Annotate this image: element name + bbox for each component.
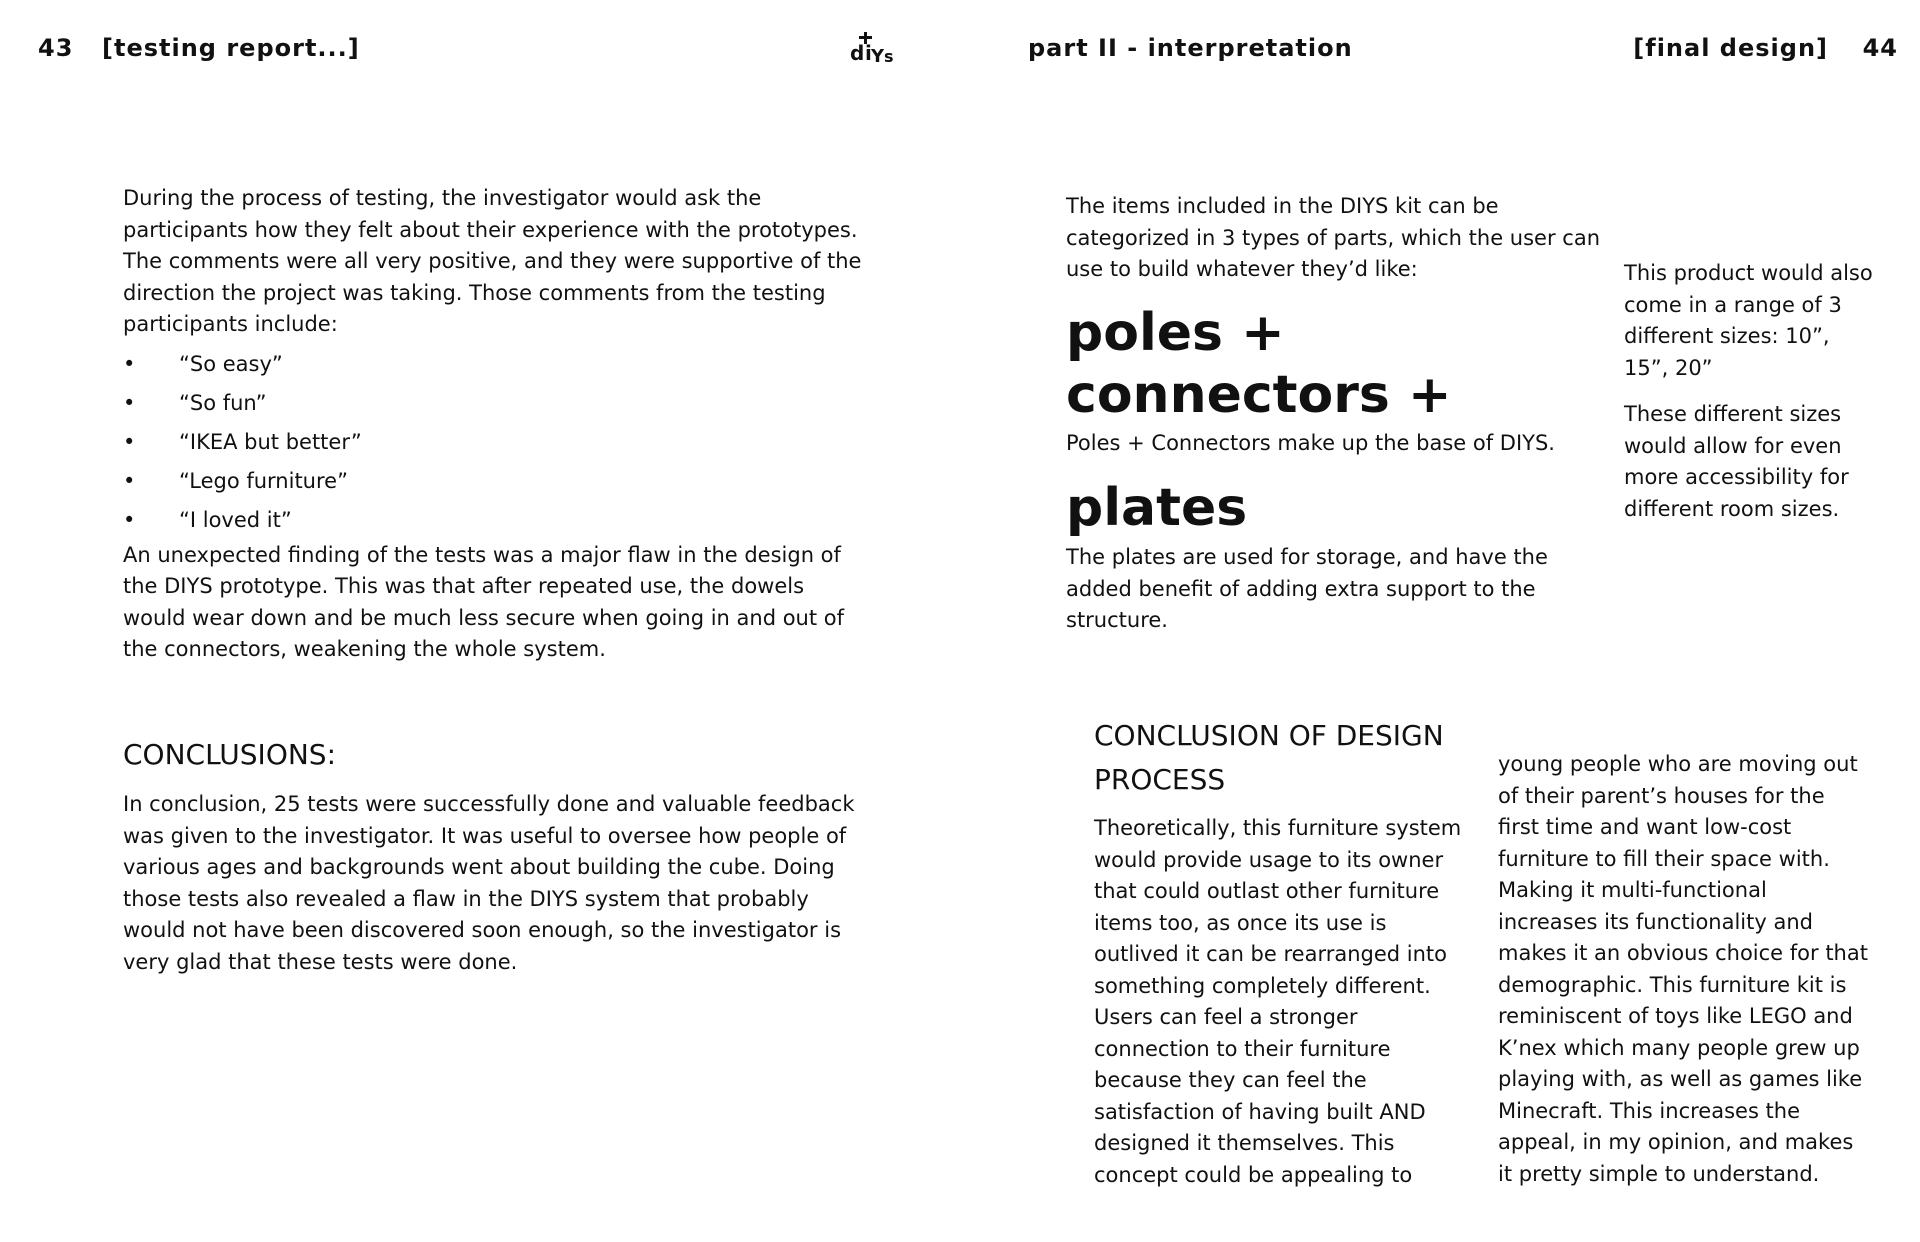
finding-paragraph: An unexpected finding of the tests was a major flaw in the design of the DIYS prototype. This was that after repeated use, the dowels would wear down and be much less secure when going in and out of the connectors, weakening the whole system. [123, 542, 845, 661]
diys-logo [850, 32, 900, 66]
participant-comments-list [123, 345, 863, 540]
svg-text:Y: Y [871, 46, 885, 66]
list-item: • “So easy” [123, 345, 863, 384]
conclusions-heading: CONCLUSIONS: [123, 738, 337, 771]
list-item: • “So fun” [123, 384, 863, 423]
design-conclusion-column-1: Theoretically, this furniture system would provide usage to its owner that could outlast other furniture items too, as once its use is outlived it can be rearranged into something completely different. Users can feel a stronger connection to their furniture because they can feel the satisfaction of having built AND designed it themselves. This concept could be appealing to [1094, 816, 1462, 1187]
kit-intro-paragraph: The items included in the DIYS kit can be categorized in 3 types of parts, which the user can use to build whatever they’d like: [1066, 194, 1601, 281]
left-running-title: [testing report...] [102, 34, 360, 62]
design-conclusion-column-2: young people who are moving out of their parent’s houses for the first time and want low-cost furniture to fill their space with. Making it multi-functional increases its functionality and makes it an obvious choice for that demographic. This furniture kit is reminiscent of toys like LEGO and K’nex which many people grew up playing with, as well as games like Minecraft. This increases the appeal, in my opinion, and makes it pretty simple to understand. [1498, 752, 1868, 1186]
sizes-sidebar [1624, 258, 1874, 525]
sizes-benefit: These different sizes would allow for even more accessibility for different room sizes. [1624, 402, 1849, 521]
intro-paragraph: During the process of testing, the investigator would ask the participants how they felt about their experience with the prototypes. The comments were all very positive, and they were supportive of the direction the project was taking. Those comments from the testing participants include: [123, 186, 862, 336]
conclusions-paragraph: In conclusion, 25 tests were successfully done and valuable feedback was given to the investigator. It was useful to oversee how people of various ages and backgrounds went about building the cube. Doing those tests also revealed a flaw in the DIYS system that probably would not have been discovered soon enough, so the investigator is very glad that these tests were done. [123, 792, 855, 974]
list-item: • “IKEA but better” [123, 423, 863, 462]
right-page-number: 44 [1862, 34, 1898, 62]
left-page-number: 43 [38, 34, 74, 62]
testing-feedback-section [123, 183, 863, 666]
bullet: • [123, 429, 136, 454]
svg-text:d: d [850, 41, 865, 65]
bullet: • [123, 507, 136, 532]
poles-label: poles + [1066, 303, 1285, 363]
svg-text:i: i [865, 41, 872, 65]
plates-description: The plates are used for storage, and have the added benefit of adding extra support to the structure. [1066, 545, 1548, 632]
bullet: • [123, 351, 136, 376]
bullet: • [123, 390, 136, 415]
list-item: • “Lego furniture” [123, 462, 863, 501]
svg-text:s: s [884, 47, 894, 66]
list-item: • “I loved it” [123, 501, 863, 540]
design-conclusion-heading: CONCLUSION OF DESIGN PROCESS [1094, 719, 1444, 796]
plates-label: plates [1066, 478, 1248, 538]
sizes-note: This product would also come in a range of 3 different sizes: 10”, 15”, 20” [1624, 261, 1873, 380]
connectors-label: connectors + [1066, 365, 1452, 425]
diys-logo-icon [850, 32, 900, 66]
right-running-title: [final design] [1633, 34, 1828, 62]
poles-connectors-description: Poles + Connectors make up the base of DIYS. [1066, 431, 1555, 455]
center-running-title: part II - interpretation [1028, 34, 1353, 62]
bullet: • [123, 468, 136, 493]
